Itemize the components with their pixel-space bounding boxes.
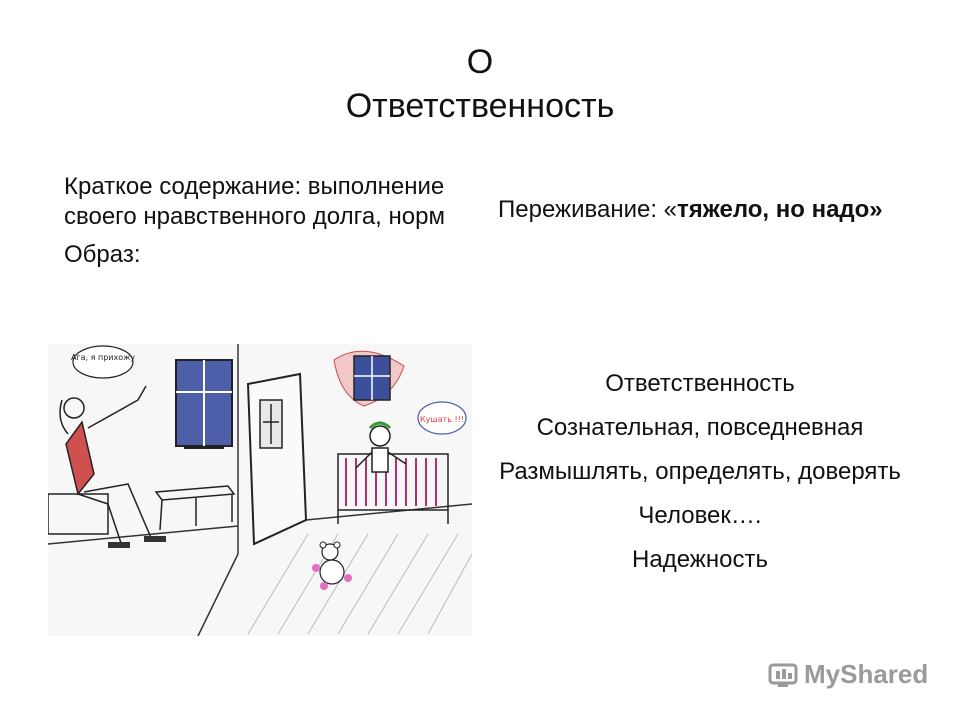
slide-title bbox=[0, 40, 960, 128]
title-line-1: О bbox=[466, 43, 494, 81]
table bbox=[156, 486, 234, 530]
floor-hatching bbox=[248, 534, 472, 634]
summary-text: Краткое содержание: выполнение своего нравственного долга, норм bbox=[64, 173, 445, 230]
experience-bold: тяжело, но надо» bbox=[677, 196, 883, 223]
crib bbox=[338, 454, 448, 524]
image-label: Образ: bbox=[64, 241, 141, 268]
experience-prefix: Переживание: « bbox=[498, 196, 678, 223]
speech-bubble-text: Ага, я прихожу bbox=[70, 353, 136, 362]
window-left bbox=[176, 360, 232, 448]
list-item: Надежность bbox=[632, 546, 768, 573]
drawing-svg bbox=[48, 344, 472, 636]
floor-line-right bbox=[306, 504, 472, 520]
child-drawing bbox=[48, 344, 472, 636]
window-right bbox=[334, 351, 404, 406]
myshared-logo-icon bbox=[768, 659, 798, 689]
list-item: Сознательная, повседневная bbox=[536, 414, 864, 441]
door bbox=[248, 374, 306, 544]
speech-bubble bbox=[71, 346, 135, 378]
experience-block bbox=[498, 192, 918, 228]
wall-text: Кушать !!! bbox=[419, 415, 465, 424]
watermark-text: MyShared bbox=[804, 658, 929, 689]
myshared-watermark bbox=[768, 656, 928, 692]
list-item: Размышлять, определять, доверять bbox=[499, 458, 901, 485]
attribute-list bbox=[470, 368, 930, 588]
list-item: Ответственность bbox=[605, 370, 795, 397]
list-item: Человек…. bbox=[638, 502, 762, 529]
left-column bbox=[64, 172, 464, 278]
title-line-2: Ответственность bbox=[345, 87, 615, 125]
teddy-bear bbox=[312, 542, 352, 590]
floor-line-mid bbox=[198, 554, 238, 636]
floor-line-left bbox=[48, 526, 238, 544]
child-figure bbox=[356, 423, 406, 472]
wall-text-bubble bbox=[418, 402, 466, 434]
woman-figure bbox=[48, 386, 166, 548]
